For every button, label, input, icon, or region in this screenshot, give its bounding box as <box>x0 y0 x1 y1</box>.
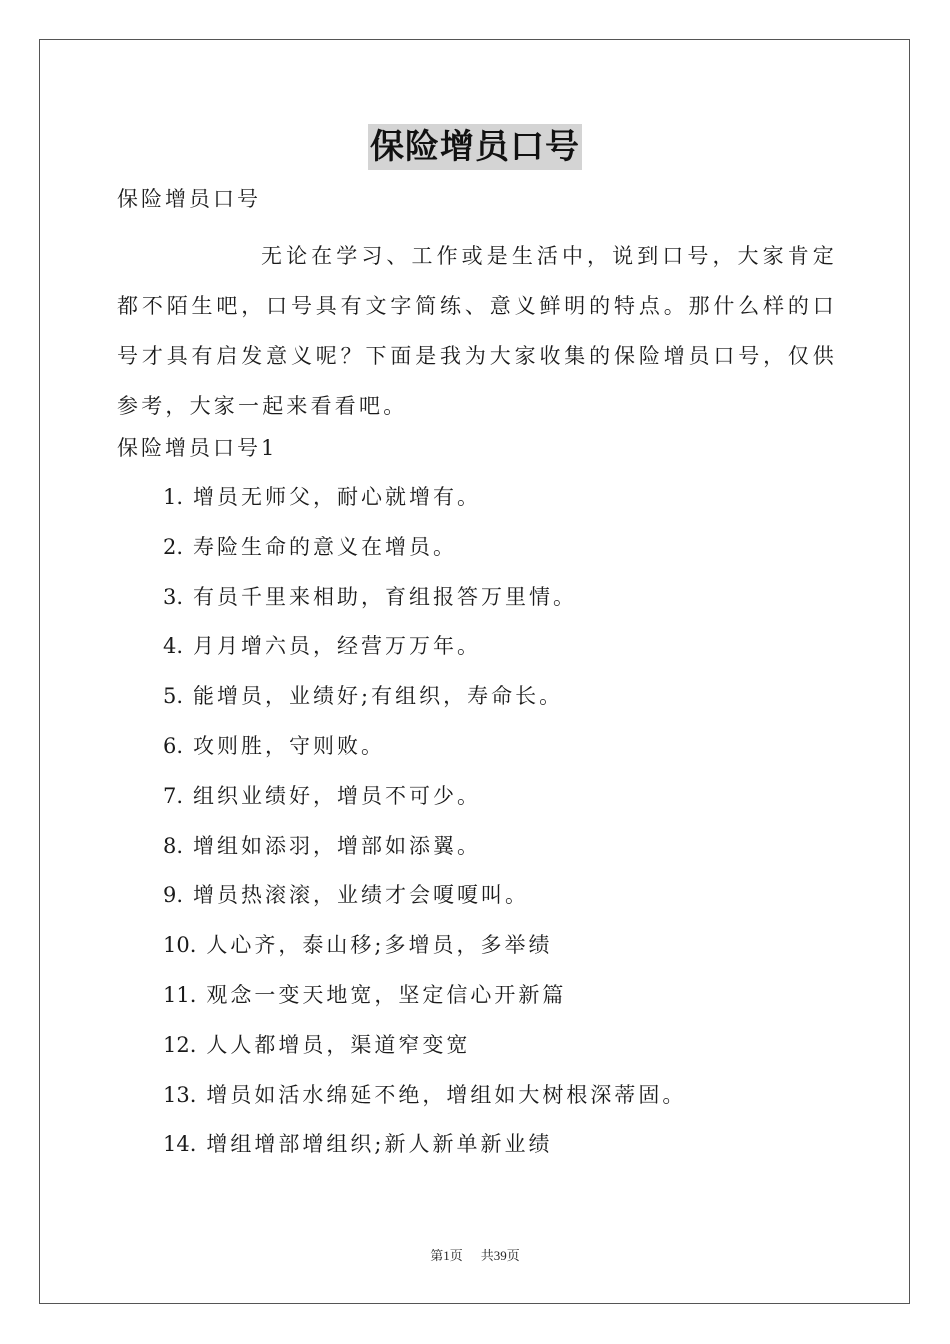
item-text: 人心齐，泰山移;多增员，多举绩 <box>206 933 553 958</box>
slogan-list <box>163 482 686 1179</box>
intro-paragraph: 无论在学习、工作或是生活中，说到口号，大家肯定都不陌生吧，口号具有文字简练、意义鲜明的特点。那什么样的口号才具有启发意义呢？下面是我为大家收集的保险增员口号，仅供参考，大家一起来看看吧。 <box>117 244 837 418</box>
page-number: 第1页 <box>430 1248 463 1263</box>
item-number: 5. <box>163 684 184 709</box>
item-text: 有员千里来相助，育组报答万里情。 <box>193 584 578 609</box>
item-text: 增组增部增组织;新人新单新业绩 <box>206 1132 553 1157</box>
document-title: 保险增员口号 <box>368 124 582 170</box>
page-footer <box>0 1246 950 1266</box>
item-number: 9. <box>163 883 184 908</box>
item-text: 组织业绩好，增员不可少。 <box>193 783 482 808</box>
list-item <box>163 831 686 881</box>
list-item <box>163 482 686 532</box>
item-text: 人人都增员，渠道窄变宽 <box>206 1032 471 1057</box>
list-item <box>163 781 686 831</box>
item-text: 寿险生命的意义在增员。 <box>193 534 458 559</box>
list-item <box>163 582 686 632</box>
item-text: 增组如添羽，增部如添翼。 <box>193 833 482 858</box>
section-heading: 保险增员口号1 <box>117 436 278 460</box>
item-number: 10. <box>163 933 197 958</box>
item-number: 4. <box>163 634 184 659</box>
item-number: 12. <box>163 1032 197 1057</box>
item-number: 14. <box>163 1132 197 1157</box>
item-number: 2. <box>163 534 184 559</box>
item-number: 13. <box>163 1082 197 1107</box>
item-number: 1. <box>163 485 184 509</box>
item-text: 观念一变天地宽，坚定信心开新篇 <box>206 982 567 1007</box>
item-number: 7. <box>163 783 184 808</box>
list-item <box>163 631 686 681</box>
list-item <box>163 980 686 1030</box>
item-number: 8. <box>163 833 184 858</box>
item-text: 增员热滚滚，业绩才会嗄嗄叫。 <box>193 883 530 908</box>
item-text: 增员无师父，耐心就增有。 <box>193 485 482 509</box>
item-text: 月月增六员，经营万万年。 <box>193 634 482 659</box>
list-item <box>163 880 686 930</box>
item-text: 攻则胜，守则败。 <box>193 733 386 758</box>
item-text: 能增员，业绩好;有组织，寿命长。 <box>193 684 564 709</box>
title-container <box>0 124 950 170</box>
document-subtitle: 保险增员口号 <box>117 187 261 211</box>
list-item <box>163 1129 686 1179</box>
item-number: 3. <box>163 584 184 609</box>
item-number: 11. <box>163 982 197 1007</box>
list-item <box>163 930 686 980</box>
list-item <box>163 532 686 582</box>
list-item <box>163 681 686 731</box>
item-number: 6. <box>163 733 184 758</box>
page-total: 共39页 <box>480 1248 520 1263</box>
item-text: 增员如活水绵延不绝，增组如大树根深蒂固。 <box>206 1082 687 1107</box>
list-item <box>163 1080 686 1130</box>
list-item <box>163 1030 686 1080</box>
list-item <box>163 731 686 781</box>
